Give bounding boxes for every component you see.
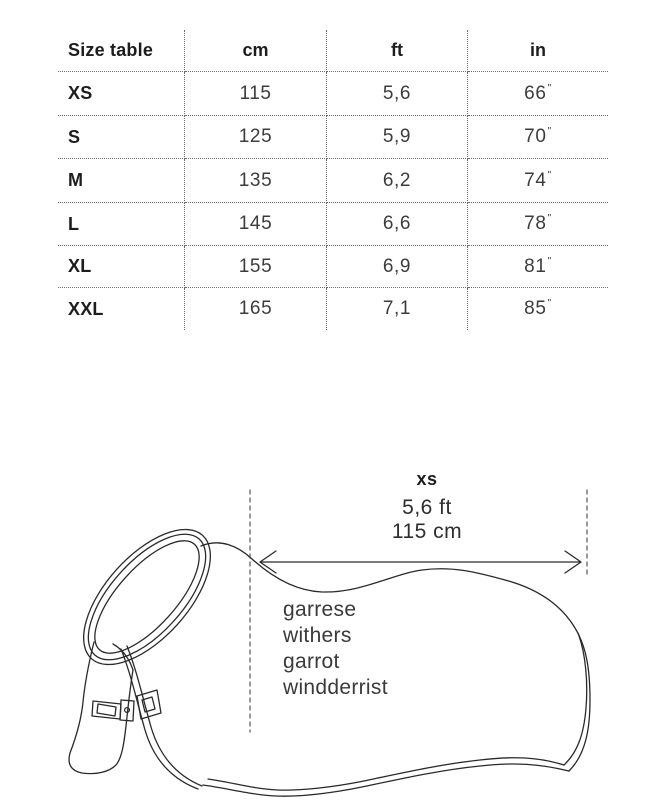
measure-size-label: xs [416, 469, 438, 489]
inch-mark: " [547, 213, 552, 225]
withers-term: garrese [283, 598, 357, 621]
in-cell [468, 288, 608, 330]
in-cell [468, 246, 608, 288]
withers-term: windderrist [283, 676, 388, 699]
in-value: 81 [524, 255, 547, 277]
in-cell [468, 159, 608, 203]
measure-ft-label: 5,6 ft [402, 496, 452, 519]
size-cell: XL [58, 246, 185, 288]
inch-mark: " [547, 82, 552, 94]
size-cell: L [58, 203, 185, 246]
size-table [58, 30, 608, 330]
inch-mark: " [547, 255, 552, 267]
ft-cell: 7,1 [327, 288, 468, 330]
in-value: 70 [524, 126, 547, 147]
measure-cm-label: 115 cm [391, 520, 463, 543]
ft-cell: 6,6 [327, 203, 468, 246]
left-strap-inner [97, 704, 116, 716]
inch-mark: " [547, 169, 552, 181]
size-cell: XS [58, 72, 185, 116]
size-cell: S [58, 116, 185, 159]
neck-collar [61, 508, 233, 686]
cm-cell: 125 [185, 116, 327, 159]
cm-cell: 135 [185, 159, 327, 203]
ft-cell: 5,6 [327, 72, 468, 116]
size-cell: XXL [58, 288, 185, 330]
size-cell: M [58, 159, 185, 203]
in-value: 74 [524, 169, 547, 191]
in-cell [468, 203, 608, 246]
column-header-in: in [468, 30, 608, 72]
ft-cell: 6,9 [327, 246, 468, 288]
column-header-ft: ft [327, 30, 468, 72]
inch-mark: " [547, 126, 552, 138]
withers-term: garrot [283, 650, 340, 673]
in-value: 66 [524, 82, 547, 104]
withers-terms-list [283, 597, 388, 701]
cm-cell: 165 [185, 288, 327, 330]
in-value: 85 [524, 298, 547, 319]
ft-cell: 5,9 [327, 116, 468, 159]
cm-cell: 115 [185, 72, 327, 116]
horse-blanket-diagram [0, 440, 671, 810]
withers-term: withers [283, 624, 352, 647]
size-table-title: Size table [58, 30, 185, 72]
left-strap [92, 701, 121, 719]
ft-cell: 6,2 [327, 159, 468, 203]
right-strap [137, 690, 161, 719]
cm-cell: 145 [185, 203, 327, 246]
cm-cell: 155 [185, 246, 327, 288]
right-strap-inner [142, 697, 155, 712]
in-cell [468, 116, 608, 159]
column-header-cm: cm [185, 30, 327, 72]
in-cell [468, 72, 608, 116]
in-value: 78 [524, 213, 547, 234]
inch-mark: " [547, 298, 552, 310]
